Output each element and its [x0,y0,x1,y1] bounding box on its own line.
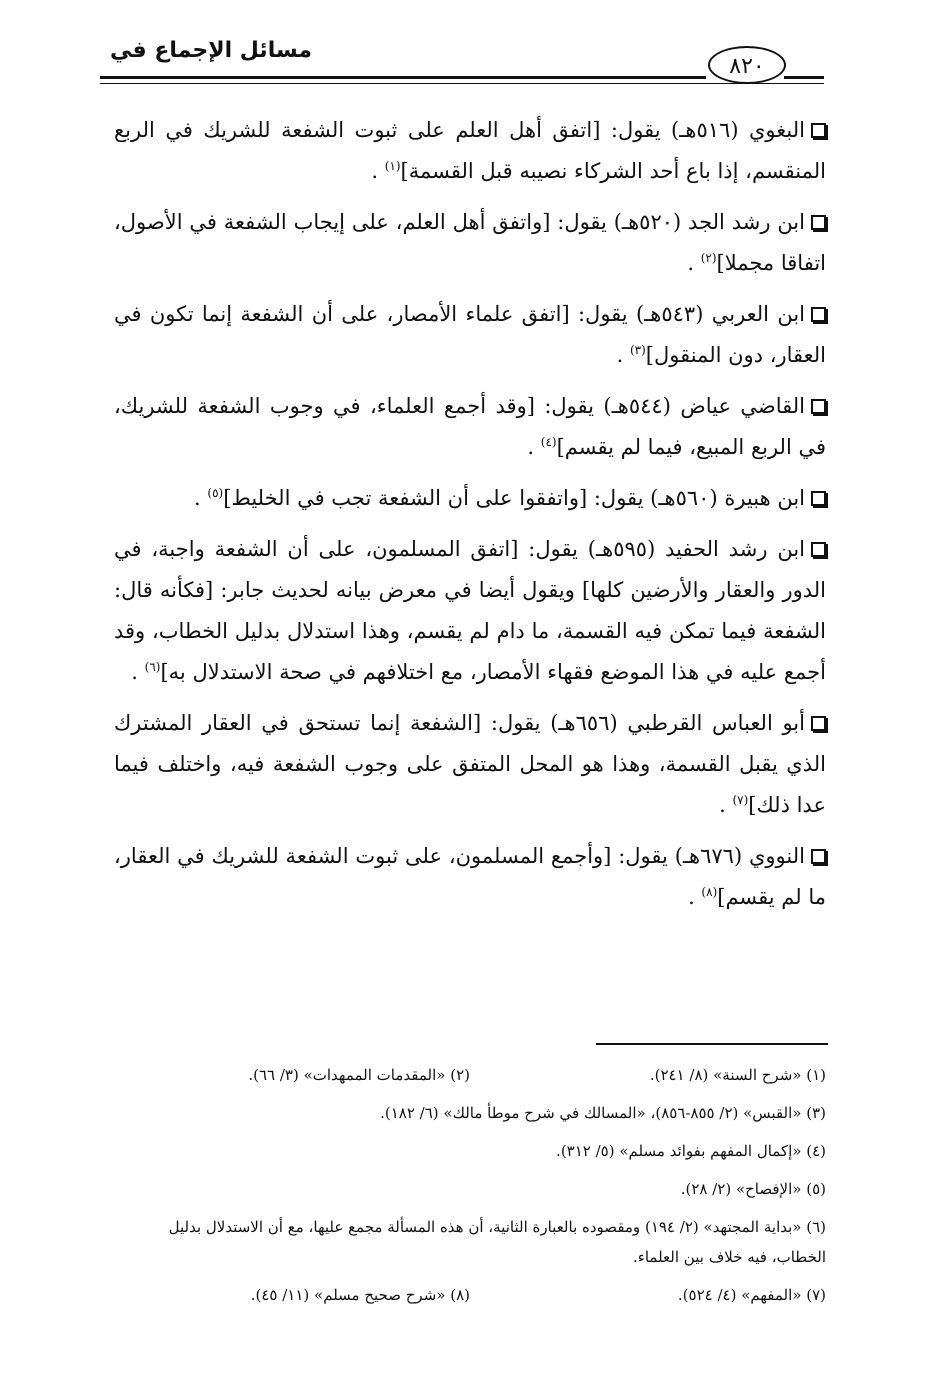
entry-nawawi [114,836,826,918]
entry-qurtubi [114,703,826,826]
entry-text: ابن العربي (٥٤٣هـ) يقول: [اتفق علماء الأمصار، على أن الشفعة إنما تكون في العقار، دون المنقول] [114,302,826,367]
main-text [114,110,826,928]
footnote-ref[interactable]: (٧) [732,793,749,807]
footnote-ref[interactable]: (٣) [629,343,646,357]
square-bullet-icon [811,399,826,414]
square-bullet-icon [811,491,826,506]
header-rule [100,76,706,79]
footnote-8: (٨) «شرح صحيح مسلم» (١١/ ٤٥). [250,1286,470,1304]
entry-end: . [616,343,630,367]
square-bullet-icon [811,542,826,557]
footnote-3: (٣) «القبس» (٢/ ٨٥٥-٨٥٦)، «المسالك في شرح موطأ مالك» (٦/ ١٨٢). [380,1104,826,1122]
footnote-7: (٧) «المفهم» (٤/ ٥٢٤). [677,1286,826,1304]
footnote-row [114,1280,826,1310]
entry-ibn-rushd-jadd [114,202,826,284]
running-title: مسائل الإجماع في [110,38,312,63]
footnote-2: (٢) «المقدمات الممهدات» (٣/ ٦٦). [248,1066,470,1084]
entry-ibn-arabi [114,294,826,376]
footnote-ref[interactable]: (٥) [207,486,224,500]
footnote-5: (٥) «الإفصاح» (٢/ ٢٨). [680,1180,826,1198]
entry-end: . [194,486,208,510]
entry-qadi-iyad [114,386,826,468]
entry-ibn-hubayra [114,478,826,519]
footnote-6: (٦) «بداية المجتهد» (٢/ ١٩٤) ومقصوده بالعبارة الثانية، أن هذه المسألة مجمع عليها، مع أن الاستدلال بدليل الخطاب، فيه خلاف بين العلماء. [168,1218,826,1266]
entry-end: . [371,159,385,183]
entry-end: . [527,435,541,459]
footnote-ref[interactable]: (٢) [700,251,717,265]
entry-text: النووي (٦٧٦هـ) يقول: [وأجمع المسلمون، على ثبوت الشفعة للشريك في العقار، ما لم يقسم] [114,844,826,909]
square-bullet-icon [811,215,826,230]
footnote-4: (٤) «إكمال المفهم بفوائد مسلم» (٥/ ٣١٢). [556,1142,826,1160]
entry-ibn-rushd-hafid [114,529,826,693]
entry-text: ابن رشد الحفيد (٥٩٥هـ) يقول: [اتفق المسلمون، على أن الشفعة واجبة، في الدور والعقار والأرضين كلها] ويقول أيضا في معرض بيانه لحديث جابر: [فكأنه قال: الشفعة فيما تمكن فيه القسمة، ما دام لم يقسم، وهذا استدلال بدليل الخطاب، وقد أجمع عليه في هذا الموضع فقهاء الأمصار، مع اختلافهم في صحة الاستدلال به] [114,537,826,684]
entry-end: . [131,660,145,684]
square-bullet-icon [811,123,826,138]
page-number: ٨٢٠ [708,46,786,84]
footnote-ref[interactable]: (١) [384,159,401,173]
footnote-1: (١) «شرح السنة» (٨/ ٢٤١). [649,1066,826,1084]
entry-baghawi [114,110,826,192]
square-bullet-icon [811,716,826,731]
footnote-separator [596,1043,828,1045]
footnotes [114,1060,826,1318]
footnote-row [114,1060,826,1090]
header-rule-right [784,76,824,79]
square-bullet-icon [811,307,826,322]
square-bullet-icon [811,849,826,864]
entry-text: ابن هبيرة (٥٦٠هـ) يقول: [واتفقوا على أن الشفعة تجب في الخليط] [223,486,805,510]
footnote-ref[interactable]: (٤) [540,435,557,449]
header-rule-thin [100,83,824,84]
footnote-ref[interactable]: (٦) [144,660,161,674]
entry-text: ابن رشد الجد (٥٢٠هـ) يقول: [واتفق أهل العلم، على إيجاب الشفعة في الأصول، اتفاقا مجملا] [114,210,826,275]
footnote-ref[interactable]: (٨) [701,885,718,899]
entry-end: . [688,885,702,909]
entry-end: . [687,251,701,275]
entry-text: أبو العباس القرطبي (٦٥٦هـ) يقول: [الشفعة إنما تستحق في العقار المشترك الذي يقبل القسمة، وهذا هو المحل المتفق على وجوب الشفعة فيه، واختلف فيما عدا ذلك] [114,711,826,817]
entry-end: . [719,793,733,817]
entry-text: البغوي (٥١٦هـ) يقول: [اتفق أهل العلم على ثبوت الشفعة للشريك في الربع المنقسم، إذا باع أحد الشركاء نصيبه قبل القسمة] [114,118,826,183]
entry-text: القاضي عياض (٥٤٤هـ) يقول: [وقد أجمع العلماء، في وجوب الشفعة للشريك، في الربع المبيع، فيما لم يقسم] [114,394,826,459]
